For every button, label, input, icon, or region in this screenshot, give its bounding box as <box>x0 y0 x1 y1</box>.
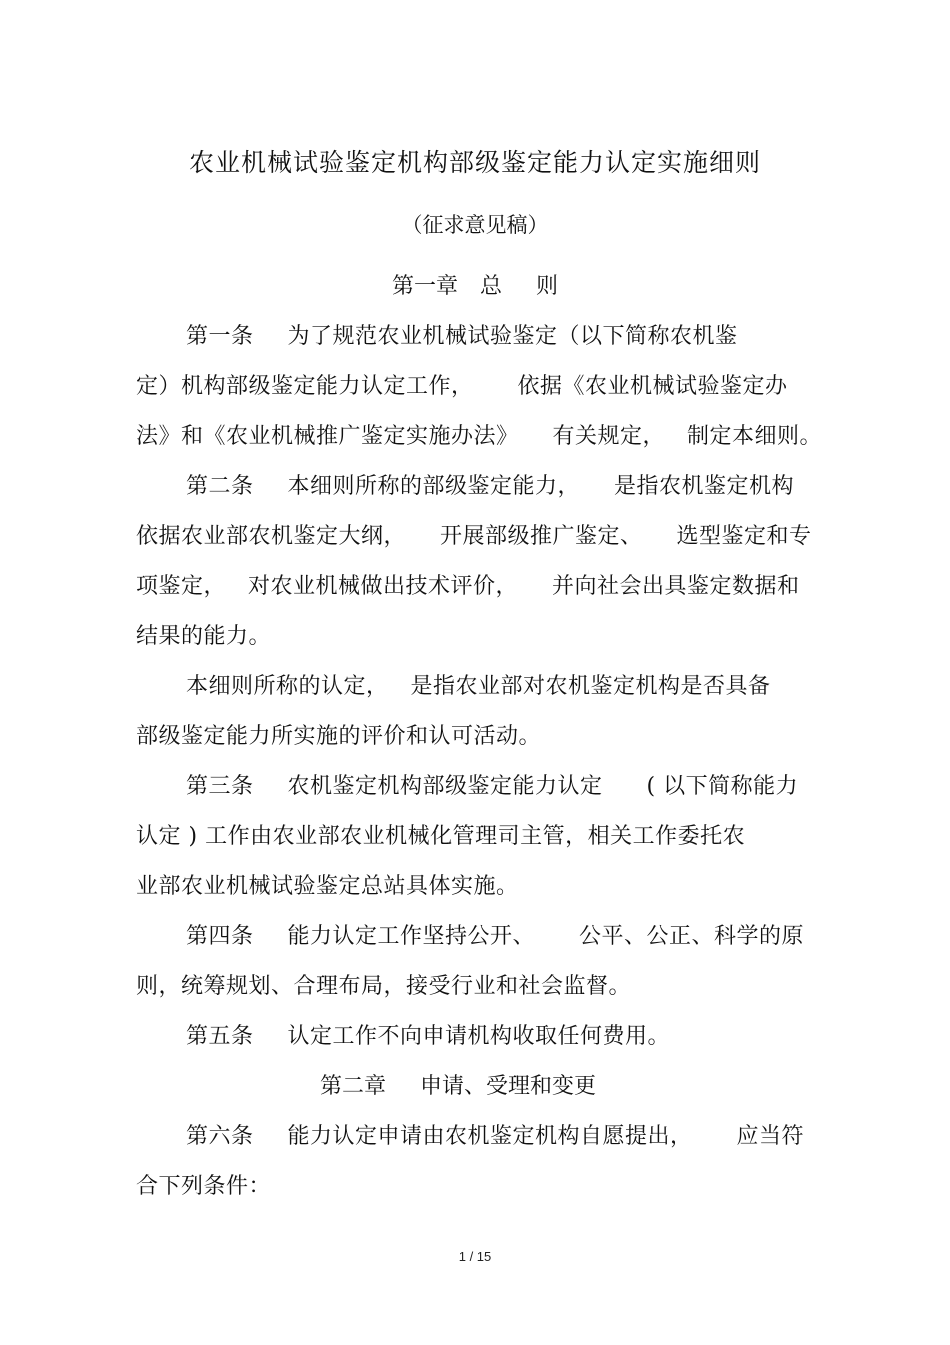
article-5-label: 第五条 <box>186 1024 254 1049</box>
article-6-label: 第六条 <box>186 1124 254 1149</box>
article-2-text-2b: 开展部级推广鉴定、 <box>440 524 643 549</box>
article-2-line-1 <box>186 472 794 502</box>
article-2-line-3 <box>136 572 800 602</box>
article-1-line-1 <box>186 322 738 352</box>
chapter-2-name: 申请、受理和变更 <box>420 1074 597 1099</box>
article-1-label: 第一条 <box>186 324 254 349</box>
article-1-text-2a: 定）机构部级鉴定能力认定工作， <box>136 374 474 399</box>
article-6-line-2: 合下列条件： <box>136 1174 272 1199</box>
article-1-text-2b: 依据《农业机械试验鉴定办 <box>517 374 788 399</box>
recognition-paragraph-line-2: 部级鉴定能力所实施的评价和认可活动。 <box>136 724 542 749</box>
chapter-2-heading <box>320 1072 596 1102</box>
recognition-text-1a: 本细则所称的认定， <box>186 674 389 699</box>
article-2-text-3b: 对农业机械做出技术评价， <box>248 574 519 599</box>
article-1-text-3c: 制定本细则。 <box>687 424 823 449</box>
chapter-1-name-part1: 总 <box>480 274 503 299</box>
article-4-line-2: 则，统筹规划、合理布局，接受行业和社会监督。 <box>136 974 632 999</box>
article-3-line-1 <box>186 772 798 802</box>
article-4-text-1b: 公平、公正、科学的原 <box>579 924 805 949</box>
article-2-text-2a: 依据农业部农机鉴定大纲， <box>136 524 407 549</box>
article-2-text-1b: 是指农机鉴定机构 <box>614 474 795 499</box>
article-4-line-1 <box>186 922 804 952</box>
article-2-text-3a: 项鉴定， <box>136 574 227 599</box>
article-2-text-2c: 选型鉴定和专 <box>676 524 812 549</box>
article-6-text-1b: 应当符 <box>736 1124 805 1149</box>
chapter-2-label: 第二章 <box>320 1074 387 1099</box>
article-2-label: 第二条 <box>186 474 254 499</box>
article-3-text-1a: 农机鉴定机构部级鉴定能力认定 <box>287 774 603 799</box>
article-4-label: 第四条 <box>186 924 254 949</box>
chapter-1-heading <box>392 272 558 302</box>
article-6-text-1a: 能力认定申请由农机鉴定机构自愿提出， <box>287 1124 693 1149</box>
recognition-paragraph-line-1 <box>186 672 771 702</box>
article-6-line-1 <box>186 1122 804 1152</box>
document-title: 农业机械试验鉴定机构部级鉴定能力认定实施细则 <box>188 148 761 177</box>
article-2-text-1a: 本细则所称的部级鉴定能力， <box>287 474 581 499</box>
article-3-label: 第三条 <box>186 774 254 799</box>
article-3-line-2: 认定 ) 工作由农业部农业机械化管理司主管，相关工作委托农 <box>136 824 746 849</box>
article-4-text-1a: 能力认定工作坚持公开、 <box>287 924 536 949</box>
article-1-line-2 <box>136 372 788 402</box>
article-3-text-1b: ( 以下简称能力 <box>646 774 799 799</box>
article-2-text-3c: 并向社会出具鉴定数据和 <box>552 574 800 599</box>
page-number: 1 / 15 <box>458 1249 492 1264</box>
article-5-text-1: 认定工作不向申请机构收取任何费用。 <box>287 1024 671 1049</box>
article-1-text-3b: 有关规定， <box>552 424 666 449</box>
article-5-line-1 <box>186 1022 670 1052</box>
article-1-line-3 <box>136 422 822 452</box>
article-2-line-2 <box>136 522 812 552</box>
chapter-1-label: 第一章 <box>392 274 459 299</box>
article-1-text-3a: 法》和《农业机械推广鉴定实施办法》 <box>136 424 519 449</box>
document-subtitle: （征求意见稿） <box>401 213 549 237</box>
article-3-line-3: 业部农业机械试验鉴定总站具体实施。 <box>136 874 519 899</box>
article-1-text-1: 为了规范农业机械试验鉴定（以下简称农机鉴 <box>287 324 738 349</box>
article-2-line-4: 结果的能力。 <box>136 624 272 649</box>
recognition-text-1b: 是指农业部对农机鉴定机构是否具备 <box>410 674 771 699</box>
chapter-1-name-part2: 则 <box>536 274 559 299</box>
